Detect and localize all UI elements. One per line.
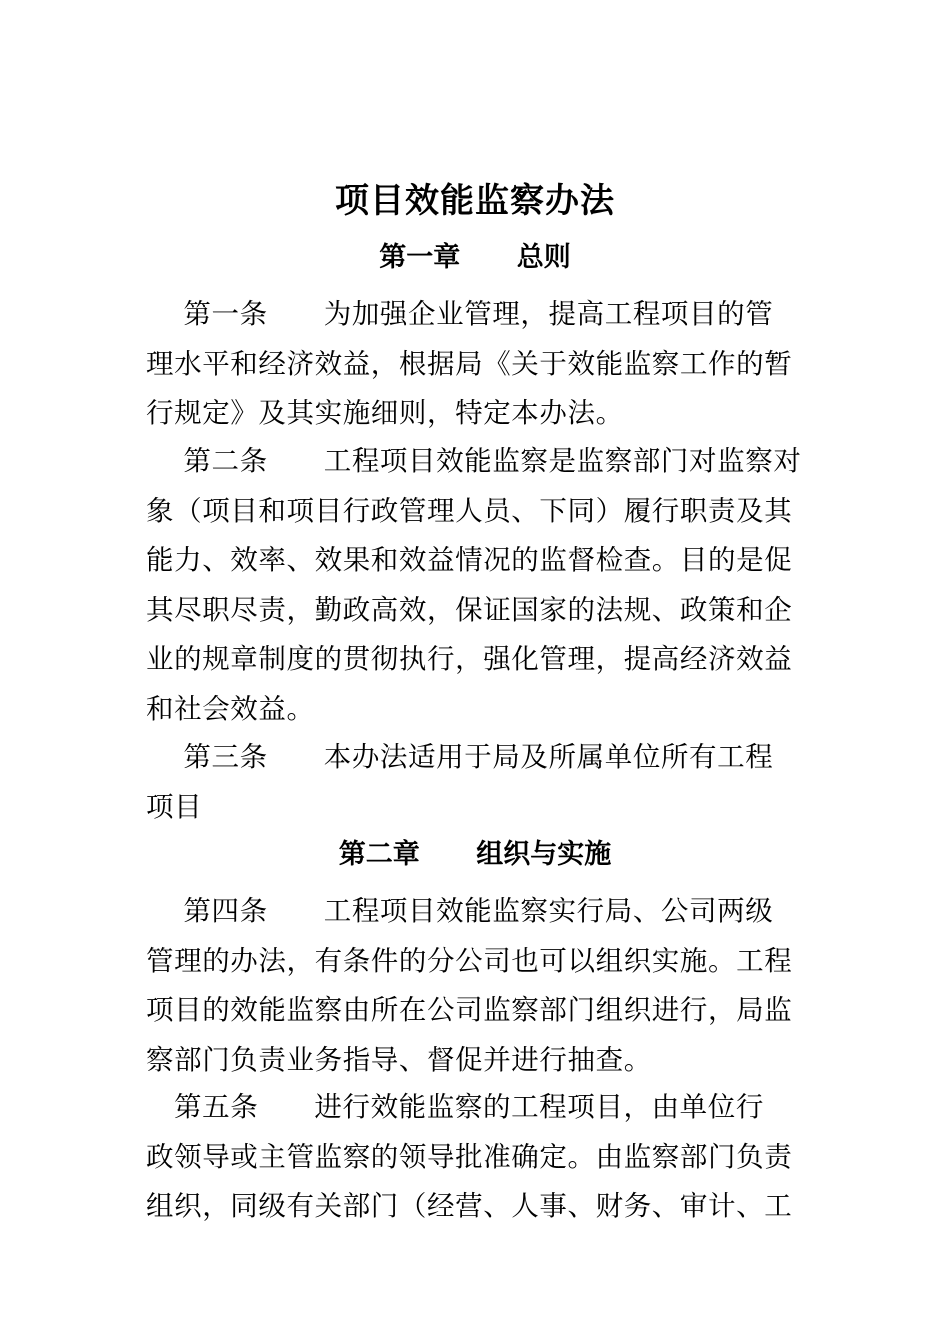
text-line: 第二条 工程项目效能监察是监察部门对监察对 bbox=[146, 445, 802, 477]
text-line: 行规定》及其实施细则，特定本办法。 bbox=[146, 397, 624, 429]
article-5 bbox=[146, 1083, 818, 1232]
chapter-heading: 第一章 总则 bbox=[379, 242, 571, 273]
text-line: 第一条 为加强企业管理，提高工程项目的管 bbox=[146, 298, 774, 330]
text-line: 第三条 本办法适用于局及所属单位所有工程 bbox=[146, 741, 774, 773]
text-line: 和社会效益。 bbox=[146, 692, 315, 725]
article-4 bbox=[146, 887, 818, 1085]
text-line: 察部门负责业务指导、督促并进行抽查。 bbox=[146, 1043, 652, 1076]
text-line: 第四条 工程项目效能监察实行局、公司两级 bbox=[146, 895, 774, 927]
text-line: 组织，同级有关部门（经营、人事、财务、审计、工 bbox=[146, 1190, 793, 1222]
text-line: 其尽职尽责，勤政高效，保证国家的法规、政策和企 bbox=[146, 593, 793, 626]
article-2 bbox=[146, 437, 818, 734]
article-1 bbox=[146, 290, 818, 439]
text-line: 理水平和经济效益，根据局《关于效能监察工作的暂 bbox=[146, 347, 793, 380]
text-line: 项目 bbox=[146, 790, 203, 823]
text-line: 能力、效率、效果和效益情况的监督检查。目的是促 bbox=[146, 544, 793, 576]
text-line: 管理的办法，有条件的分公司也可以组织实施。工程 bbox=[146, 944, 793, 977]
document-title: 项目效能监察办法 bbox=[335, 181, 615, 221]
article-3 bbox=[146, 733, 818, 832]
text-line: 第五条 进行效能监察的工程项目，由单位行 bbox=[146, 1091, 764, 1123]
text-line: 象（项目和项目行政管理人员、下同）履行职责及其 bbox=[146, 494, 793, 527]
text-line: 业的规章制度的贯彻执行，强化管理，提高经济效益 bbox=[146, 643, 793, 675]
text-line: 政领导或主管监察的领导批准确定。由监察部门负责 bbox=[146, 1140, 793, 1173]
text-line: 项目的效能监察由所在公司监察部门组织进行，局监 bbox=[146, 994, 793, 1026]
chapter-heading: 第二章 组织与实施 bbox=[338, 839, 612, 870]
